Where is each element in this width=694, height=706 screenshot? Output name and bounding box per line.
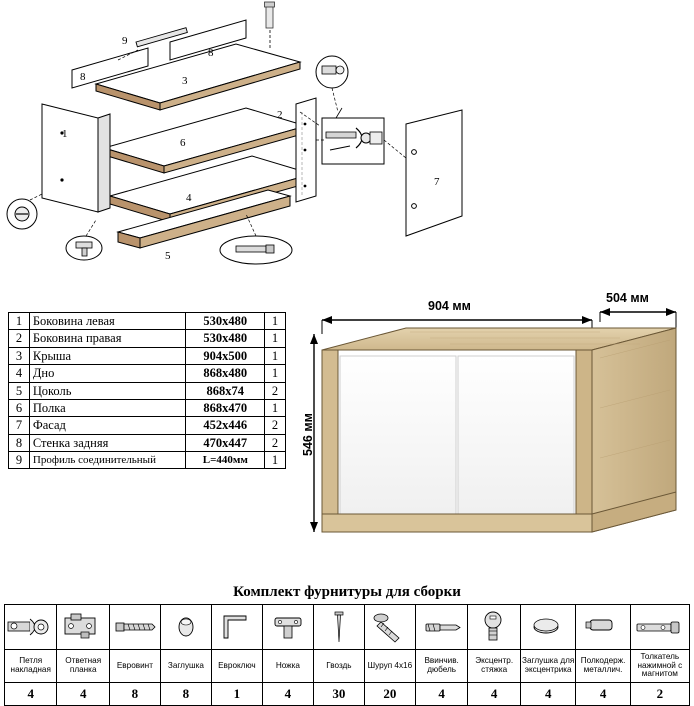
callout-9: 9 [122,35,128,47]
kit-label: Петля накладная [5,650,57,683]
cam-lock-icon [468,605,521,650]
table-row [9,452,286,469]
part-name: Профиль соединительный [29,452,186,469]
hinge-zoom-bubble [316,56,348,88]
kit-title: Комплект фурнитуры для сборки [233,584,461,600]
kit-label: Толкатель нажимной с магнитом [630,650,689,683]
part-size: 868х480 [186,365,265,382]
kit-table [4,604,690,706]
part-side-panel-right [296,98,316,202]
part-size: 530х480 [186,330,265,347]
depth-dimension [600,308,676,328]
callout-4: 4 [186,192,192,204]
callout-8b: 8 [208,47,214,59]
callout-6: 6 [180,137,186,149]
hinge-overlay-icon [5,605,57,650]
part-qty: 1 [265,330,286,347]
part-name: Цоколь [29,382,186,399]
part-name: Фасад [29,417,186,434]
kit-label: Ножка [262,650,313,683]
callout-5: 5 [165,250,171,262]
part-facade [406,110,462,236]
kit-count: 4 [468,683,521,706]
kit-label: Шуруп 4х16 [364,650,415,683]
callout-8a: 8 [80,71,86,83]
callout-2: 2 [277,109,283,121]
part-qty: 2 [265,434,286,451]
shelf-support-icon [576,605,630,650]
part-name: Стенка задняя [29,434,186,451]
kit-count: 8 [160,683,211,706]
assembly-diagram [0,0,694,280]
cabinet-svg [300,288,688,548]
part-qty: 1 [265,365,286,382]
kit-count: 8 [109,683,160,706]
kit-count: 4 [57,683,109,706]
leg-bubble [66,236,102,260]
part-number: 5 [9,382,30,399]
kit-icon-row [5,605,690,650]
kit-label: Полкодерж. металлич. [576,650,630,683]
table-row [9,382,286,399]
part-number: 9 [9,452,30,469]
kit-label: Гвоздь [313,650,364,683]
part-side-panel-left [42,104,110,212]
nail-icon [313,605,364,650]
euroscrew-icon [109,605,160,650]
part-name: Крыша [29,347,186,364]
kit-label: Заглушка [160,650,211,683]
part-size: 904х500 [186,347,265,364]
kit-count: 4 [576,683,630,706]
kit-label: Ввинчив. дюбель [415,650,467,683]
dowel-screw-icon [415,605,467,650]
kit-count-row [5,683,690,706]
callout-1: 1 [62,128,68,140]
table-row [9,313,286,330]
euroscrew-bubble [220,236,292,264]
hinge-detail-group [322,108,384,164]
kit-label: Заглушка для эксцентрика [520,650,576,683]
eurokey-icon [211,605,262,650]
callout-3: 3 [182,75,188,87]
table-row [9,347,286,364]
screw-icon [364,605,415,650]
kit-label-row [5,650,690,683]
kit-count: 4 [415,683,467,706]
part-size: 470х447 [186,434,265,451]
part-number: 1 [9,313,30,330]
cabinet-body [322,328,676,532]
table-row [9,417,286,434]
kit-count: 4 [262,683,313,706]
part-name: Дно [29,365,186,382]
part-qty: 1 [265,399,286,416]
assembly-svg [0,0,694,280]
kit-count: 30 [313,683,364,706]
table-row [9,434,286,451]
leg-icon [262,605,313,650]
table-row [9,365,286,382]
part-number: 2 [9,330,30,347]
kit-label: Евровинт [109,650,160,683]
kit-count: 4 [5,683,57,706]
part-number: 4 [9,365,30,382]
part-size: 530х480 [186,313,265,330]
part-size: L=440мм [186,452,265,469]
kit-label: Евроключ [211,650,262,683]
table-row [9,330,286,347]
mounting-plate-icon [57,605,109,650]
table-row [9,399,286,416]
cap-icon [160,605,211,650]
kit-count: 20 [364,683,415,706]
part-number: 6 [9,399,30,416]
bolt-top-callout [265,2,275,48]
kit-label: Эксцентр. стяжка [468,650,521,683]
part-qty: 2 [265,382,286,399]
callout-7: 7 [434,176,440,188]
cabinet-depth-label: 504 мм [606,291,649,305]
magnet-catch-icon [630,605,689,650]
part-qty: 1 [265,313,286,330]
part-name: Боковина левая [29,313,186,330]
part-qty: 1 [265,347,286,364]
hardware-kit [4,584,690,706]
part-qty: 2 [265,417,286,434]
part-size: 868х470 [186,399,265,416]
parts-table [8,312,286,469]
part-name: Боковина правая [29,330,186,347]
kit-label: Ответная планка [57,650,109,683]
kit-count: 2 [630,683,689,706]
kit-count: 4 [520,683,576,706]
part-name: Полка [29,399,186,416]
part-qty: 1 [265,452,286,469]
part-number: 3 [9,347,30,364]
cabinet-width-label: 904 мм [428,299,471,313]
cabinet-render [300,288,688,548]
part-size: 868х74 [186,382,265,399]
cam-cap-icon [520,605,576,650]
cabinet-height-label: 546 мм [301,413,315,456]
part-size: 452х446 [186,417,265,434]
kit-count: 1 [211,683,262,706]
cam-lock-bubble [7,199,37,229]
part-number: 7 [9,417,30,434]
part-number: 8 [9,434,30,451]
